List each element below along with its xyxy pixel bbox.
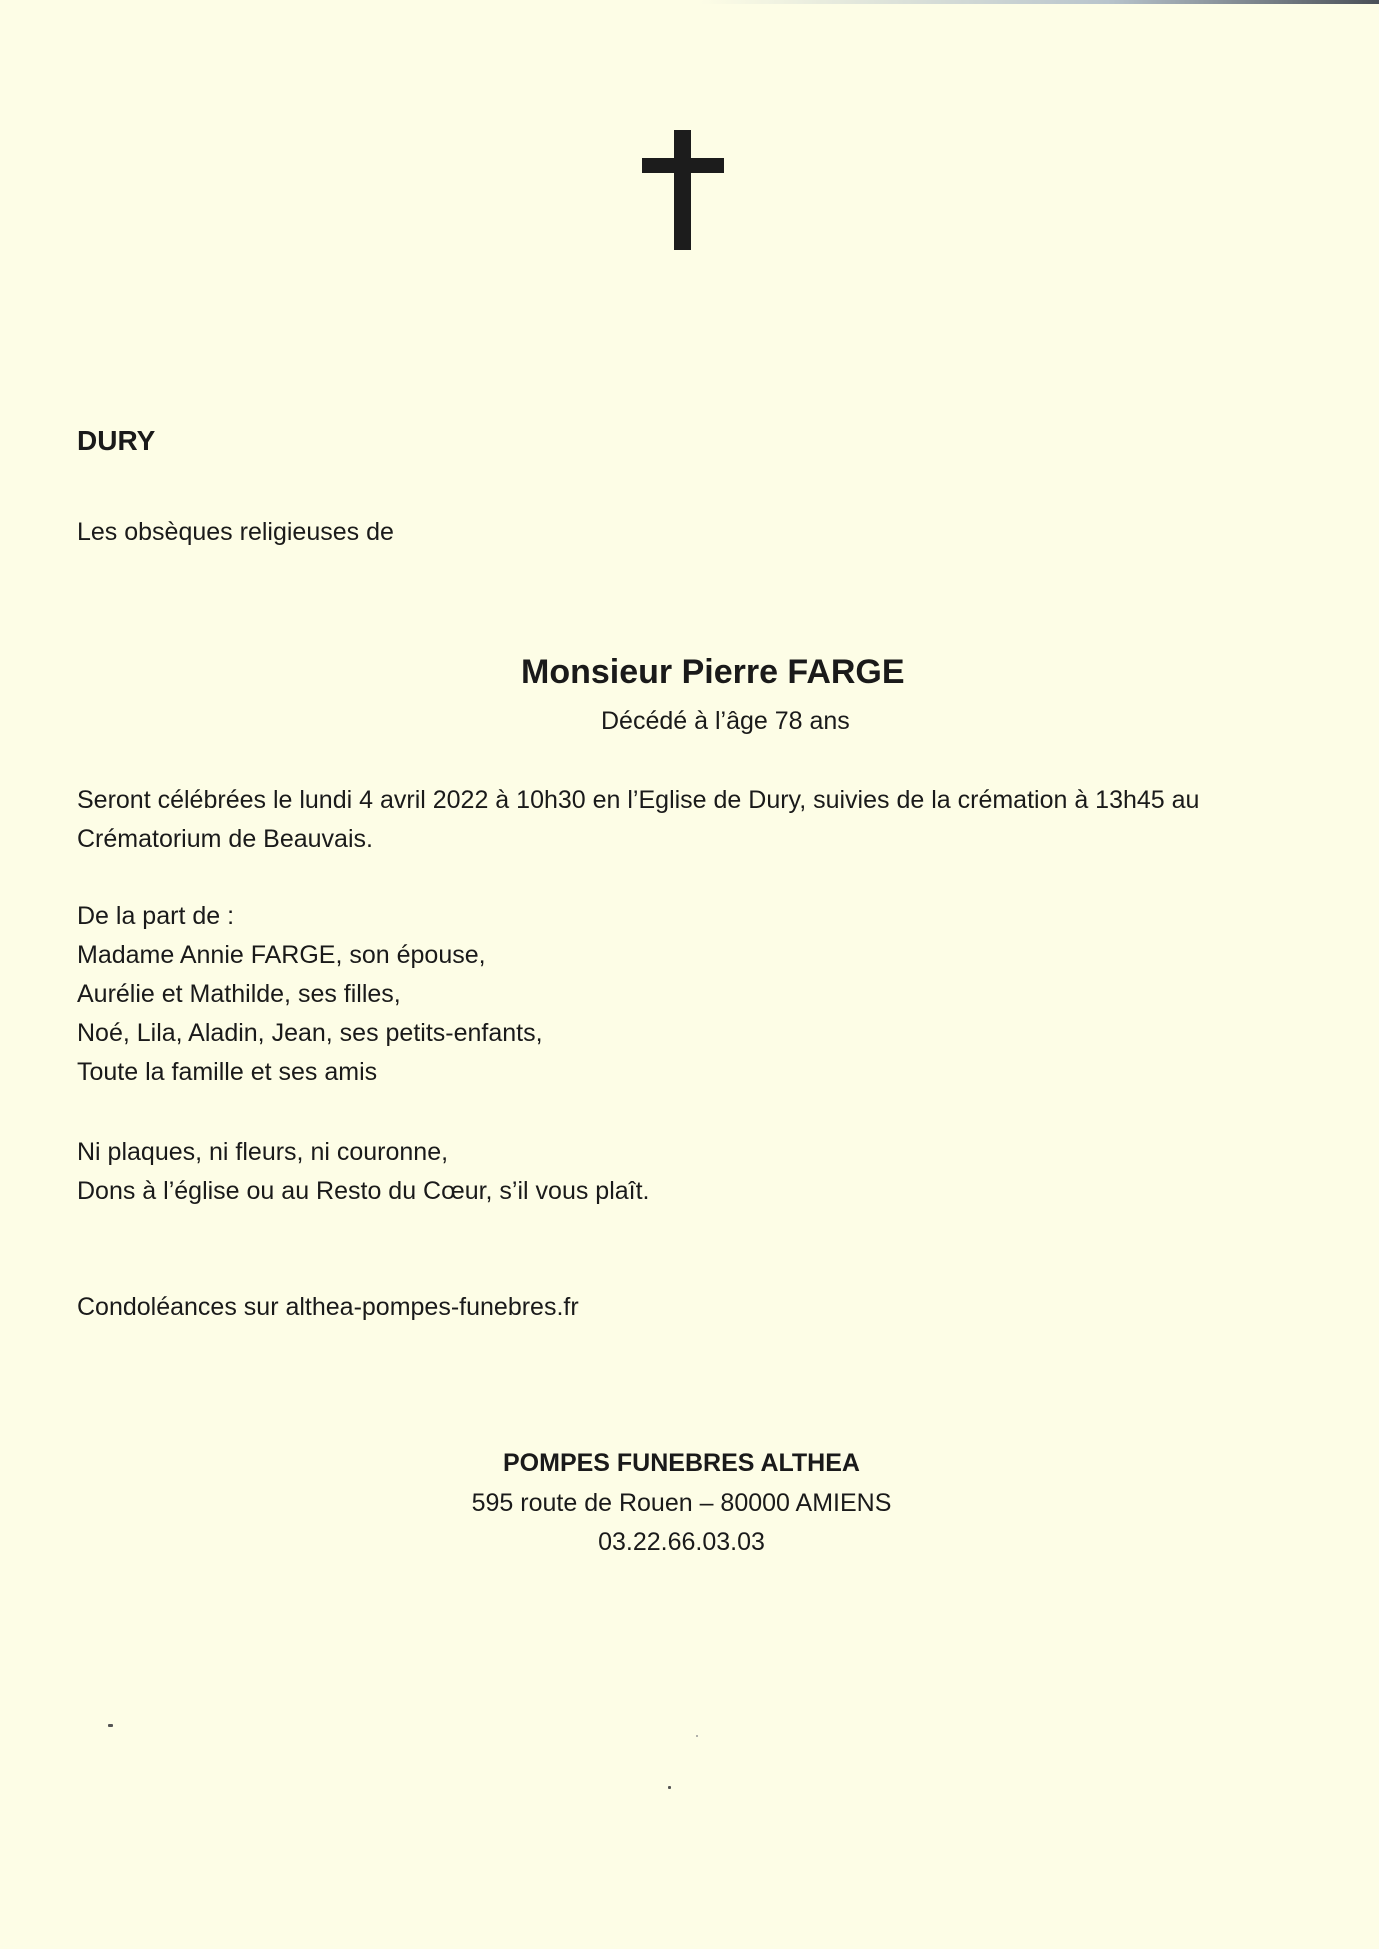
funeral-home-name: POMPES FUNEBRES ALTHEA [503, 1449, 860, 1477]
family-line: Aurélie et Mathilde, ses filles, [77, 980, 401, 1008]
cross-icon [642, 130, 724, 250]
scan-edge [700, 0, 1379, 4]
ceremony-details [77, 781, 1199, 859]
funeral-home-phone: 03.22.66.03.03 [598, 1528, 765, 1556]
wishes-line-2: Dons à l’église ou au Resto du Cœur, s’il vous plaît. [77, 1177, 650, 1205]
condolences-text: Condoléances sur althea-pompes-funebres.fr [77, 1293, 579, 1321]
intro-text: Les obsèques religieuses de [77, 518, 394, 546]
family-line: Toute la famille et ses amis [77, 1058, 378, 1086]
wishes-line-1: Ni plaques, ni fleurs, ni couronne, [77, 1138, 449, 1166]
family-heading: De la part de : [77, 902, 235, 930]
family-line: Noé, Lila, Aladin, Jean, ses petits-enfants, [77, 1019, 543, 1047]
scan-speck [668, 1786, 671, 1789]
funeral-home-address: 595 route de Rouen – 80000 AMIENS [471, 1489, 892, 1517]
deceased-age: Décédé à l’âge 78 ans [601, 707, 850, 735]
family-list [77, 897, 543, 1092]
ceremony-line-1: Seront célébrées le lundi 4 avril 2022 à 10h30 en l’Eglise de Dury, suivies de la crémation à 13h45 au [77, 786, 1200, 814]
deceased-name: Monsieur Pierre FARGE [521, 653, 905, 691]
scan-speck [108, 1724, 113, 1727]
location-heading: DURY [77, 425, 156, 456]
wishes [77, 1133, 650, 1211]
ceremony-line-2: Crématorium de Beauvais. [77, 825, 373, 853]
family-line: Madame Annie FARGE, son épouse, [77, 941, 486, 969]
scan-speck [696, 1735, 698, 1737]
